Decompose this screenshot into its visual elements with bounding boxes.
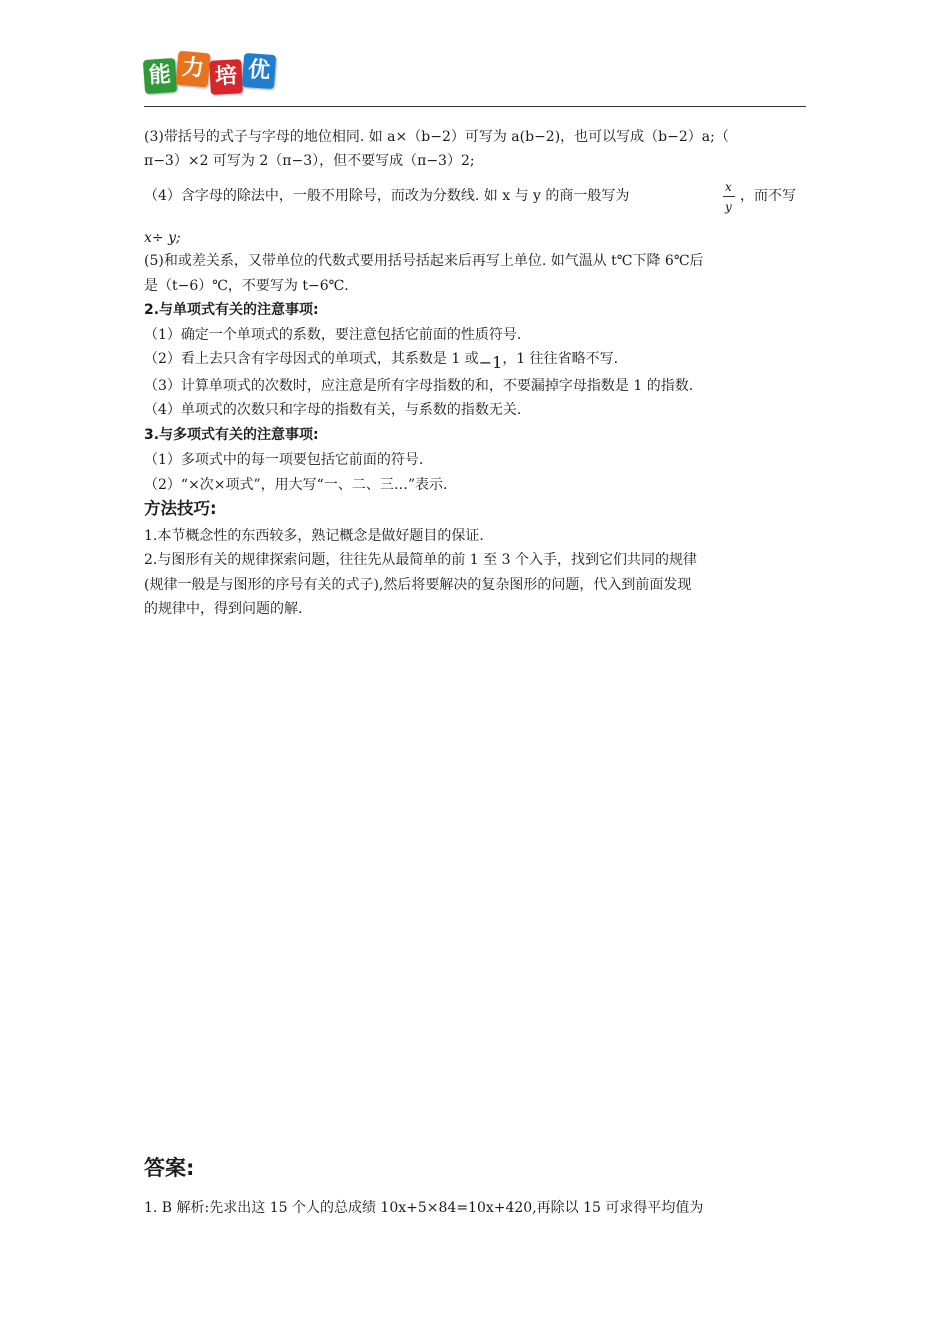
logo-char-2: 力 [176,51,211,88]
logo-char-4: 优 [242,53,276,89]
answers-heading: 答案: [144,1156,195,1180]
monomial-item-1: （1）确定一个单项式的系数，要注意包括它前面的性质符号. [144,327,522,343]
heading-polynomial: 3.与多项式有关的注意事项: [144,427,319,443]
rule-4-text-end: ，而不写 [740,188,796,204]
negative-one: −1 [478,353,503,372]
rule-4-text: （4）含字母的除法中，一般不用除号，而改为分数线. 如 x 与 y 的商一般写为 [144,188,630,204]
fraction-numerator: x [725,180,732,194]
heading-monomial: 2.与单项式有关的注意事项: [144,302,319,318]
monomial-item-2 [144,349,619,372]
answer-item-1: 1. B 解析:先求出这 15 个人的总成绩 10x+5×84=10x+420,再除以 15 可求得平均值为 [144,1200,704,1216]
fraction-bar [723,196,735,197]
method-tip-2-line-1: 2.与图形有关的规律探索问题，往往先从最简单的前 1 至 3 个入手，找到它们共同的规律 [144,552,697,568]
header-divider [144,106,806,107]
rule-5-line-1: (5)和或差关系，又带单位的代数式要用括号括起来后再写上单位. 如气温从 t℃下降 6℃后 [144,253,704,269]
monomial-item-3: （3）计算单项式的次数时，应注意是所有字母指数的和，不要漏掉字母指数是 1 的指数. [144,378,694,394]
polynomial-item-1: （1）多项式中的每一项要包括它前面的符号. [144,452,424,468]
rule-3-line-2: π−3）×2 可写为 2（π−3），但不要写成（π−3）2; [144,153,475,169]
method-tip-2-line-2: (规律一般是与图形的序号有关的式子),然后将要解决的复杂图形的问题，代入到前面发现 [144,577,692,593]
polynomial-item-2: （2）“×次×项式”，用大写“一、二、三…”表示. [144,477,448,493]
monomial-item-2-end: ，1 往往省略不写. [502,351,619,367]
rule-5-line-2: 是（t−6）℃，不要写为 t−6℃. [144,278,349,294]
heading-methods: 方法技巧: [144,499,217,518]
fraction-denominator: y [725,200,732,214]
rule-4-line-2: x÷ y; [144,230,181,246]
rule-4-line-1 [144,187,629,205]
monomial-item-4: （4）单项式的次数只和字母的指数有关，与系数的指数无关. [144,402,522,418]
method-tip-2-line-3: 的规律中，得到问题的解. [144,601,303,617]
method-tip-1: 1.本节概念性的东西较多，熟记概念是做好题目的保证. [144,528,484,544]
logo-char-3: 培 [209,59,243,95]
monomial-item-2-text: （2）看上去只含有字母因式的单项式，其系数是 1 或 [144,351,479,367]
logo-char-1: 能 [143,58,177,94]
rule-3-line-1: (3)带括号的式子与字母的地位相同. 如 a×（b−2）可写为 a(b−2)，也可以写成（b−2）a;（ [144,129,729,145]
brand-logo [144,50,279,98]
